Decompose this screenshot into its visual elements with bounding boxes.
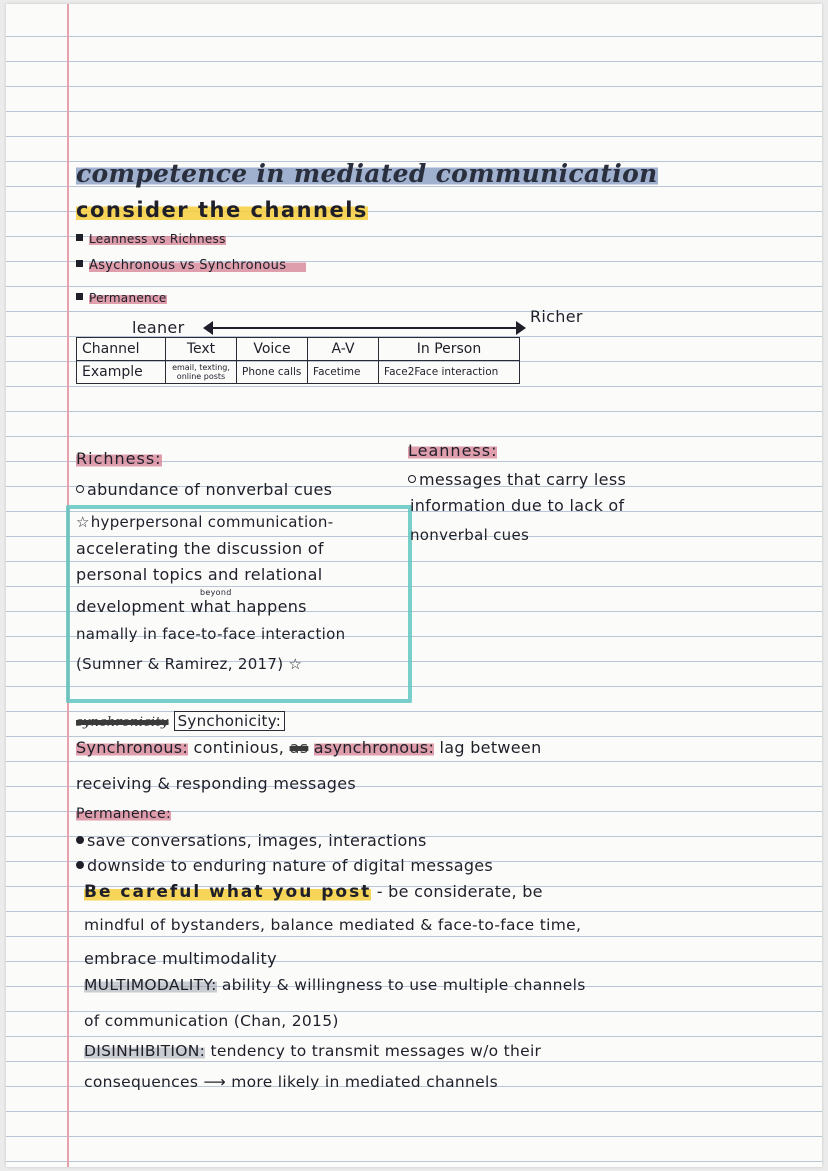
circle-bullet-icon: [408, 475, 416, 483]
scale-left-label: leaner: [132, 318, 185, 337]
circle-bullet-icon: [76, 485, 84, 493]
star-icon: ☆: [76, 513, 90, 531]
hyper-line: (Sumner & Ramirez, 2017) ☆: [76, 655, 303, 673]
table-cell: A-V: [308, 338, 379, 361]
table-cell: In Person: [379, 338, 520, 361]
table-cell: Channel: [77, 338, 166, 361]
multimodality-line: of communication (Chan, 2015): [84, 1012, 339, 1030]
permanence-point: downside to enduring nature of digital messages: [76, 856, 493, 875]
channel-table: [76, 337, 520, 384]
table-cell: Text: [166, 338, 237, 361]
page-subtitle: consider the channels: [76, 198, 368, 222]
richness-heading: Richness:: [76, 449, 162, 468]
synch-heading-row: [76, 712, 285, 730]
star-icon: ☆: [288, 655, 303, 673]
bullet-item: Asychronous vs Synchronous: [76, 258, 306, 273]
scale-right-label: Richer: [530, 307, 583, 326]
table-cell: Example: [77, 361, 166, 384]
permanence-point: save conversations, images, interactions: [76, 831, 427, 850]
bullet-square-icon: [76, 234, 83, 241]
circle-bullet-icon: [76, 836, 84, 844]
permanence-line: mindful of bystanders, balance mediated & face-to-face time,: [84, 916, 582, 934]
careful-line: Be careful what you post - be considerate, be: [84, 882, 543, 902]
table-cell: Voice: [237, 338, 308, 361]
permanence-line: embrace multimodality: [84, 949, 277, 968]
hyper-line: personal topics and relational: [76, 565, 323, 584]
struck-word: synchronicity: [76, 715, 169, 730]
hyper-line: namally in face-to-face interaction: [76, 625, 346, 643]
disinhibition-term: DISINHIBITION:: [84, 1042, 206, 1060]
bullet-item: Leanness vs Richness: [76, 232, 226, 246]
multimodality-line: MULTIMODALITY: ability & willingness to use multiple channels: [84, 976, 586, 994]
bullet-square-icon: [76, 293, 83, 300]
disinhibition-line: consequences ⟶ more likely in mediated channels: [84, 1073, 498, 1091]
bullet-item: Permanence: [76, 291, 167, 305]
arrow-right-icon: ⟶: [203, 1073, 226, 1091]
leanness-heading: Leanness:: [408, 441, 498, 460]
disinhibition-line: DISINHIBITION: tendency to transmit messages w/o their: [84, 1042, 542, 1060]
table-cell: email, texting, online posts: [166, 361, 237, 384]
scale-arrow-line: [210, 327, 518, 329]
synch-line: Synchronous: continious, as asynchronous: lag between: [76, 738, 542, 757]
table-row: [77, 361, 520, 384]
table-cell: Phone calls: [237, 361, 308, 384]
leanness-line: messages that carry less: [408, 470, 626, 489]
hyper-line: accelerating the discussion of: [76, 539, 324, 558]
table-cell: Facetime: [308, 361, 379, 384]
permanence-heading: Permanence:: [76, 806, 171, 822]
hyper-line: development what happens: [76, 597, 307, 616]
synch-heading: Synchonicity:: [174, 711, 286, 731]
circle-bullet-icon: [76, 861, 84, 869]
table-cell: Face2Face interaction: [379, 361, 520, 384]
table-row: [77, 338, 520, 361]
synch-line: receiving & responding messages: [76, 774, 357, 793]
hyper-line: ☆hyperpersonal communication-: [76, 513, 334, 531]
leanness-line: information due to lack of: [410, 496, 625, 515]
arrow-right-icon: [516, 321, 526, 335]
multimodality-term: MULTIMODALITY:: [84, 976, 217, 994]
page-title: competence in mediated communication: [76, 159, 658, 188]
richness-point: abundance of nonverbal cues: [76, 480, 332, 499]
insert-word: beyond: [200, 588, 232, 597]
bullet-square-icon: [76, 260, 83, 267]
leanness-line: nonverbal cues: [410, 526, 530, 544]
